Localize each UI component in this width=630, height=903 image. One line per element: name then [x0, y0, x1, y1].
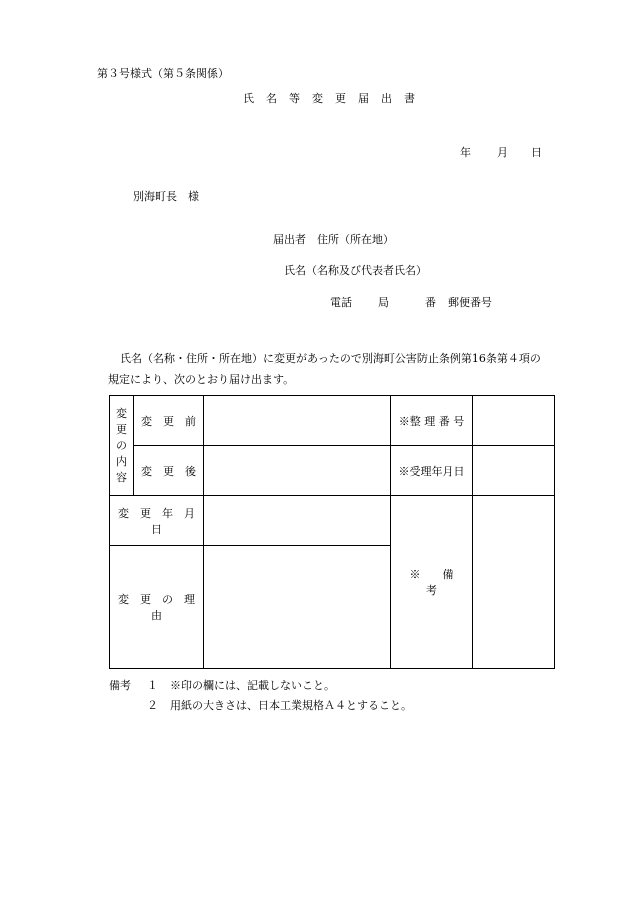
intro-line-2: 規定により、次のとおり届け出ます。 [108, 373, 295, 386]
applicant-name-label: 氏名（名称及び代表者氏名） [284, 264, 427, 277]
before-value-cell[interactable] [204, 396, 391, 446]
after-value-cell[interactable] [204, 446, 391, 496]
applicant-address-label: 届出者 住所（所在地） [273, 233, 394, 246]
notes-heading: 備考 [109, 679, 131, 692]
phone-label: 電話 [330, 296, 352, 309]
postal-code-label: 郵便番号 [448, 296, 492, 309]
date-day-label: 日 [531, 146, 542, 159]
note-1-text: ※印の欄には、記載しないこと。 [170, 679, 335, 692]
form-number: 第３号様式（第５条関係） [97, 67, 229, 80]
file-number-label: ※整 理 番 号 [391, 396, 473, 446]
received-date-label: ※受理年月日 [391, 446, 473, 496]
change-form-table [109, 395, 555, 669]
received-date-value-cell[interactable] [473, 446, 555, 496]
intro-line-1: 氏名（名称・住所・所在地）に変更があったので別海町公害防止条例第16条第４項の [120, 352, 541, 365]
change-reason-value-cell[interactable] [204, 546, 391, 669]
date-year-label: 年 [460, 146, 471, 159]
addressee: 別海町長 様 [133, 190, 199, 203]
note-1-number: １ [147, 679, 158, 692]
change-date-value-cell[interactable] [204, 496, 391, 546]
file-number-value-cell[interactable] [473, 396, 555, 446]
remarks-label: ※ 備 考 [391, 496, 473, 669]
before-label: 変 更 前 [134, 396, 204, 446]
change-content-header: 変更の内容 [110, 396, 134, 496]
date-month-label: 月 [497, 146, 508, 159]
remarks-value-cell[interactable] [473, 496, 555, 669]
document-title: 氏 名 等 変 更 届 出 書 [243, 92, 416, 105]
after-label: 変 更 後 [134, 446, 204, 496]
phone-number-label: 番 [425, 296, 436, 309]
change-reason-label: 変 更 の 理 由 [110, 546, 204, 669]
change-date-label: 変 更 年 月 日 [110, 496, 204, 546]
phone-bureau-label: 局 [378, 296, 389, 309]
note-2-text: 用紙の大きさは、日本工業規格Ａ４とすること。 [170, 699, 412, 712]
note-2-number: ２ [147, 699, 158, 712]
